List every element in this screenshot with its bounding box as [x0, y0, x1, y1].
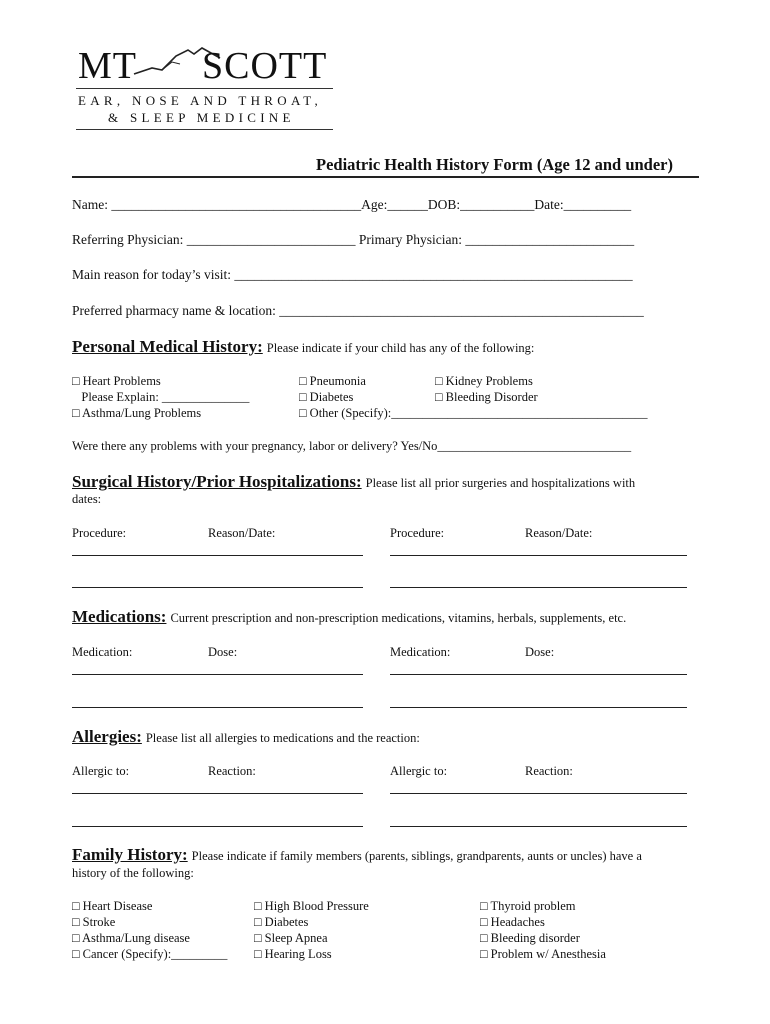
family-col1-item[interactable]: □ Asthma/Lung disease — [72, 931, 190, 945]
title-rule — [72, 176, 699, 178]
personal-col3-item[interactable]: □ Bleeding Disorder — [435, 390, 538, 404]
medications-col-medication-2: Medication: — [390, 645, 451, 659]
surgical-history-heading — [72, 472, 635, 492]
logo-tagline-1: EAR, NOSE AND THROAT, — [78, 93, 323, 108]
logo-tagline-2: & SLEEP MEDICINE — [108, 110, 295, 125]
pharmacy-row[interactable]: Preferred pharmacy name & location: ______________________________________________________ — [72, 303, 644, 318]
allergy-entry-line[interactable] — [390, 826, 687, 827]
family-history-heading — [72, 845, 642, 865]
medications-col-medication: Medication: — [72, 645, 133, 659]
medications-col-dose-2: Dose: — [525, 645, 555, 659]
family-col3-item[interactable]: □ Thyroid problem — [480, 899, 576, 913]
allergies-col-reaction: Reaction: — [208, 764, 256, 778]
personal-col1-item[interactable]: Please Explain: ______________ — [72, 390, 250, 404]
family-col3-item[interactable]: □ Bleeding disorder — [480, 931, 580, 945]
surgical-entry-line[interactable] — [390, 555, 687, 556]
family-history-desc: Please indicate if family members (parents, siblings, grandparents, aunts or uncles) have a — [191, 849, 642, 863]
personal-col1-item[interactable]: □ Heart Problems — [72, 374, 161, 388]
personal-col3-item[interactable]: □ Kidney Problems — [435, 374, 533, 388]
family-col3-item[interactable]: □ Headaches — [480, 915, 545, 929]
family-col1-item[interactable]: □ Heart Disease — [72, 899, 153, 913]
allergies-col-allergic-to-2: Allergic to: — [390, 764, 448, 778]
personal-col1-item[interactable]: □ Asthma/Lung Problems — [72, 406, 202, 420]
personal-col2-item[interactable]: □ Pneumonia — [299, 374, 366, 388]
personal-col2-item[interactable]: □ Diabetes — [299, 390, 354, 404]
medications-col-dose: Dose: — [208, 645, 238, 659]
family-col2-item[interactable]: □ High Blood Pressure — [254, 899, 369, 913]
medication-entry-line[interactable] — [390, 707, 687, 708]
surgical-col-reason: Reason/Date: — [208, 526, 276, 540]
medications-desc: Current prescription and non-prescription medications, vitamins, herbals, supplements, etc. — [170, 611, 627, 625]
personal-history-heading — [72, 337, 534, 357]
visit-reason-row[interactable]: Main reason for today’s visit: ___________________________________________________________ — [72, 267, 633, 282]
family-col1-item[interactable]: □ Cancer (Specify):_________ — [72, 947, 228, 961]
medication-entry-line[interactable] — [72, 674, 363, 675]
personal-history-desc: Please indicate if your child has any of the following: — [266, 341, 535, 355]
surgical-history-desc: Please list all prior surgeries and hospitalizations with — [365, 476, 636, 490]
family-col2-item[interactable]: □ Diabetes — [254, 915, 309, 929]
allergy-entry-line[interactable] — [390, 793, 687, 794]
surgical-col-procedure: Procedure: — [72, 526, 127, 540]
physician-row[interactable]: Referring Physician: _________________________ Primary Physician: _________________________ — [72, 232, 635, 247]
family-history-desc-2: history of the following: — [72, 866, 194, 880]
family-col1-item[interactable]: □ Stroke — [72, 915, 116, 929]
family-history-title: Family History: — [72, 845, 188, 864]
medication-entry-line[interactable] — [72, 707, 363, 708]
clinic-logo — [76, 40, 338, 135]
pregnancy-question[interactable]: Were there any problems with your pregnancy, labor or delivery? Yes/No_______________________________ — [72, 439, 632, 453]
personal-col2-item[interactable]: □ Other (Specify):_________________________________________ — [299, 406, 648, 420]
allergy-entry-line[interactable] — [72, 793, 363, 794]
allergies-col-allergic-to: Allergic to: — [72, 764, 130, 778]
family-col3-item[interactable]: □ Problem w/ Anesthesia — [480, 947, 606, 961]
surgical-entry-line[interactable] — [72, 555, 363, 556]
surgical-col-procedure-2: Procedure: — [390, 526, 445, 540]
allergies-heading — [72, 727, 420, 747]
allergies-col-reaction-2: Reaction: — [525, 764, 573, 778]
medications-title: Medications: — [72, 607, 167, 626]
allergies-desc: Please list all allergies to medications and the reaction: — [145, 731, 420, 745]
form-title: Pediatric Health History Form (Age 12 and under) — [316, 155, 673, 174]
surgical-entry-line[interactable] — [390, 587, 687, 588]
logo-word-scott: SCOTT — [202, 45, 328, 87]
surgical-history-title: Surgical History/Prior Hospitalizations: — [72, 472, 362, 491]
allergy-entry-line[interactable] — [72, 826, 363, 827]
family-col2-item[interactable]: □ Hearing Loss — [254, 947, 332, 961]
family-col2-item[interactable]: □ Sleep Apnea — [254, 931, 328, 945]
allergies-title: Allergies: — [72, 727, 142, 746]
surgical-history-desc-2: dates: — [72, 492, 102, 506]
surgical-col-reason-2: Reason/Date: — [525, 526, 593, 540]
name-age-dob-date-row[interactable]: Name: _____________________________________Age:______DOB:___________Date:__________ — [72, 197, 632, 212]
surgical-entry-line[interactable] — [72, 587, 363, 588]
personal-history-title: Personal Medical History: — [72, 337, 263, 356]
medications-heading — [72, 607, 626, 627]
logo-word-mt: MT — [78, 45, 137, 87]
medication-entry-line[interactable] — [390, 674, 687, 675]
